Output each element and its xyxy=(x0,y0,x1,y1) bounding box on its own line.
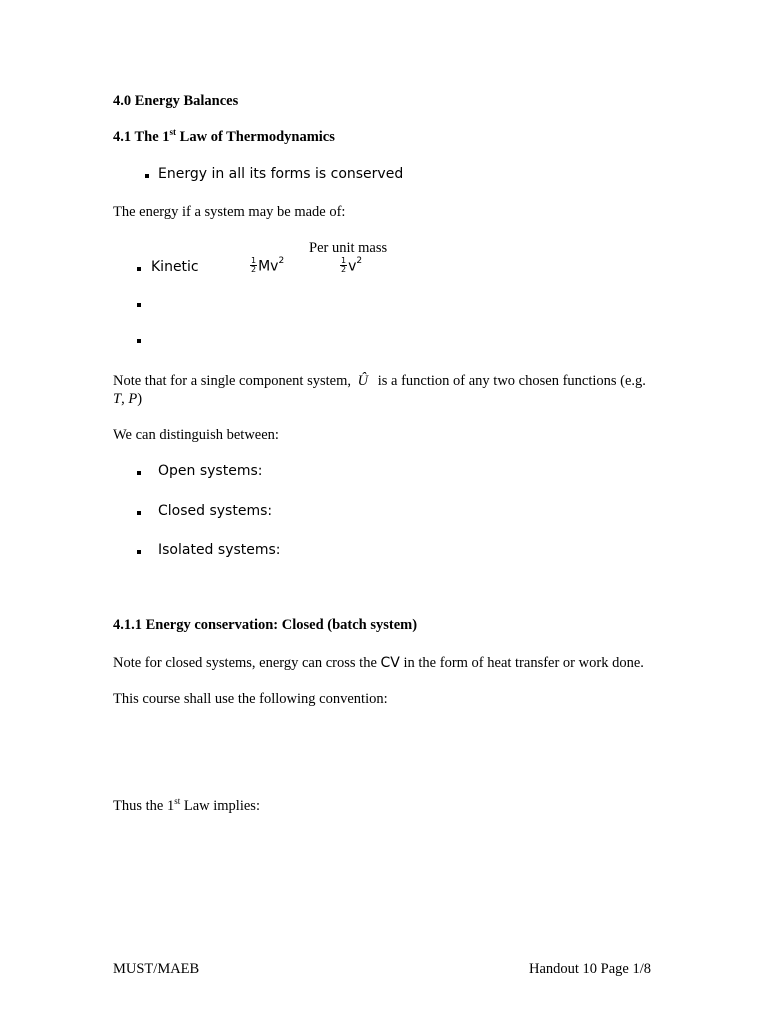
fraction-denominator: 2 xyxy=(251,265,257,274)
separator: , xyxy=(121,391,129,407)
note-single-prefix: Note that for a single component system, xyxy=(113,373,351,389)
heading-energy-conservation: 4.1.1 Energy conservation: Closed (batch system) xyxy=(113,617,418,633)
heading-first-law-suffix: Law of Thermodynamics xyxy=(176,129,335,145)
footer-right: Handout 10 Page 1/8 xyxy=(529,961,652,977)
fraction-numerator: 1 xyxy=(251,256,257,265)
kinetic-total-fraction xyxy=(250,257,257,274)
system-open: Open systems: xyxy=(158,463,263,479)
bullet-marker xyxy=(137,471,141,475)
kinetic-total-exponent: 2 xyxy=(278,256,285,266)
note-single-component xyxy=(113,373,646,390)
kinetic-unit-exponent: 2 xyxy=(356,256,363,266)
note-closed-prefix: Note for closed systems, energy can cross the xyxy=(113,655,377,671)
heading-first-law-sup: st xyxy=(169,127,177,137)
convention-text: This course shall use the following convention: xyxy=(113,691,388,707)
note-closed-systems xyxy=(113,655,644,672)
bullet-marker xyxy=(137,267,141,271)
bullet-marker xyxy=(137,511,141,515)
bullet-marker-empty xyxy=(137,339,141,343)
bullet-marker xyxy=(145,174,149,178)
cv-term: CV xyxy=(380,655,400,671)
distinguish-text: We can distinguish between: xyxy=(113,427,279,443)
variable-t: T xyxy=(113,391,122,407)
energy-intro-text: The energy if a system may be made of: xyxy=(113,204,346,220)
heading-first-law-prefix: 4.1 The 1 xyxy=(113,129,170,145)
kinetic-unit-term: v xyxy=(348,258,357,275)
bullet-energy-conserved: Energy in all its forms is conserved xyxy=(158,166,404,182)
note-closed-suffix: in the form of heat transfer or work done. xyxy=(403,655,644,671)
per-unit-mass-label: Per unit mass xyxy=(309,240,388,256)
note-single-line2 xyxy=(113,391,142,408)
bullet-marker-empty xyxy=(137,303,141,307)
kinetic-unit-expression xyxy=(340,258,362,275)
footer-left: MUST/MAEB xyxy=(113,961,200,977)
note-single-suffix: is a function of any two chosen functions (e.g. xyxy=(377,373,646,389)
heading-energy-balances: 4.0 Energy Balances xyxy=(113,93,239,109)
heading-first-law xyxy=(113,129,335,146)
bullet-marker xyxy=(137,550,141,554)
kinetic-total-expression xyxy=(250,258,284,275)
law-implies-suffix: Law implies: xyxy=(180,798,260,814)
fraction-numerator: 1 xyxy=(341,256,347,265)
system-isolated: Isolated systems: xyxy=(158,542,281,558)
u-hat-symbol: Û xyxy=(357,373,369,389)
law-implies-prefix: Thus the 1 xyxy=(113,798,175,814)
fraction-denominator: 2 xyxy=(341,265,347,274)
variable-p: P xyxy=(128,391,138,407)
law-implies-text xyxy=(113,798,260,815)
kinetic-label: Kinetic xyxy=(151,259,199,275)
law-implies-sup: st xyxy=(174,796,181,806)
kinetic-unit-fraction xyxy=(340,257,347,274)
system-closed: Closed systems: xyxy=(158,503,273,519)
close-paren: ) xyxy=(137,391,143,407)
kinetic-total-term: Mv xyxy=(258,258,279,275)
